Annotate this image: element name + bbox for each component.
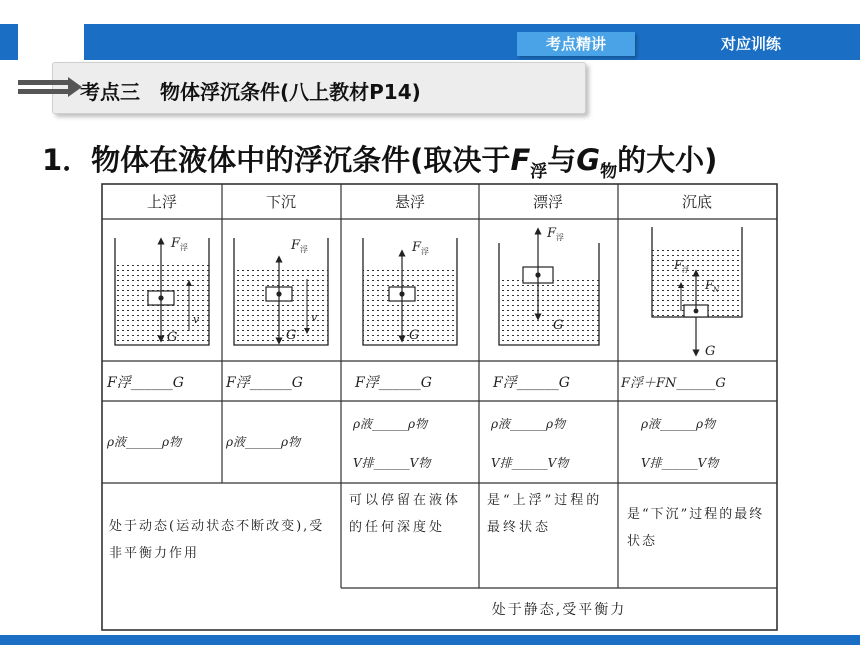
label-f: F xyxy=(171,236,181,251)
label-f-sub: 浮 xyxy=(556,233,564,242)
label-f: F xyxy=(674,258,683,272)
density-relation-suspend: ρ液______ρ物 xyxy=(353,417,428,431)
section-title: 考点三 物体浮沉条件(八上教材P14) xyxy=(80,80,421,104)
top-nav-bar xyxy=(0,24,860,60)
label-g: G xyxy=(167,330,178,345)
column-header-bottom: 沉底 xyxy=(681,193,713,211)
volume-relation-bottom: V排______V物 xyxy=(641,456,719,470)
label-f: F xyxy=(412,240,422,255)
force-relation-rise: F浮______G xyxy=(107,375,184,391)
diagram-float xyxy=(499,226,599,345)
top-bar-gap xyxy=(18,24,84,60)
label-f-sub: 浮 xyxy=(180,243,188,252)
state-suspend-cell xyxy=(349,487,473,587)
force-relation-sink: F浮______G xyxy=(226,375,303,391)
column-header-suspend: 悬浮 xyxy=(394,193,426,211)
label-f-sub: 浮 xyxy=(421,247,429,256)
heading-g-symbol: G xyxy=(576,143,601,177)
volume-relation-suspend: V排______V物 xyxy=(353,456,431,470)
float-sink-table xyxy=(101,183,778,631)
label-f-sub: 浮 xyxy=(300,245,308,254)
label-g: G xyxy=(409,328,420,343)
heading-g-subscript: 物 xyxy=(600,161,618,182)
label-f: F xyxy=(291,238,301,253)
state-dynamic: 处于动态(运动状态不断改变),受非平衡力作用 xyxy=(109,519,325,561)
density-relation-bottom: ρ液______ρ物 xyxy=(641,417,716,431)
force-relation-bottom: F浮＋FN______G xyxy=(621,376,726,391)
density-relation-sink: ρ液______ρ物 xyxy=(226,435,301,449)
state-dynamic-cell xyxy=(109,513,335,589)
page-heading xyxy=(42,138,717,182)
density-relation-float: ρ液______ρ物 xyxy=(491,417,566,431)
state-sink-cell xyxy=(627,501,773,581)
label-normal: F xyxy=(705,278,714,292)
state-suspend: 可以停留在液体的任何深度处 xyxy=(349,493,462,535)
heading-f-subscript: 浮 xyxy=(530,161,548,182)
density-relation-rise: ρ液______ρ物 xyxy=(107,435,182,449)
label-v: v xyxy=(311,311,318,324)
tab-lecture[interactable]: 考点精讲 xyxy=(517,32,635,56)
heading-prefix: 1．物体在液体中的浮沉条件(取决于 xyxy=(42,143,511,177)
bottom-bar xyxy=(0,635,860,645)
force-relation-suspend: F浮______G xyxy=(355,375,432,391)
heading-middle: 与 xyxy=(547,143,577,177)
state-sink: 是“下沉”过程的最终状态 xyxy=(627,507,765,549)
heading-suffix: 的大小) xyxy=(617,143,718,177)
tab-practice[interactable]: 对应训练 xyxy=(692,32,810,56)
arrow-icon xyxy=(18,76,84,100)
label-f: F xyxy=(547,226,557,241)
state-float-cell xyxy=(487,487,613,587)
state-static: 处于静态,受平衡力 xyxy=(491,602,627,618)
heading-f-symbol: F xyxy=(510,143,531,177)
volume-relation-float: V排______V物 xyxy=(491,456,569,470)
diagram-suspend xyxy=(363,238,457,345)
label-g: G xyxy=(553,318,564,333)
state-float: 是“上浮”过程的最终状态 xyxy=(487,493,603,535)
column-header-sink: 下沉 xyxy=(265,193,297,211)
diagram-rise xyxy=(115,236,209,345)
label-g: G xyxy=(286,328,297,343)
label-f-sub: 浮 xyxy=(682,266,689,274)
label-v: v xyxy=(193,313,200,326)
label-g: G xyxy=(705,344,716,359)
diagram-bottom xyxy=(652,227,742,359)
label-normal-sub: N xyxy=(713,286,720,294)
column-header-rise: 上浮 xyxy=(146,193,178,211)
column-header-float: 漂浮 xyxy=(532,193,564,211)
force-relation-float: F浮______G xyxy=(493,375,570,391)
diagram-sink xyxy=(234,238,328,345)
